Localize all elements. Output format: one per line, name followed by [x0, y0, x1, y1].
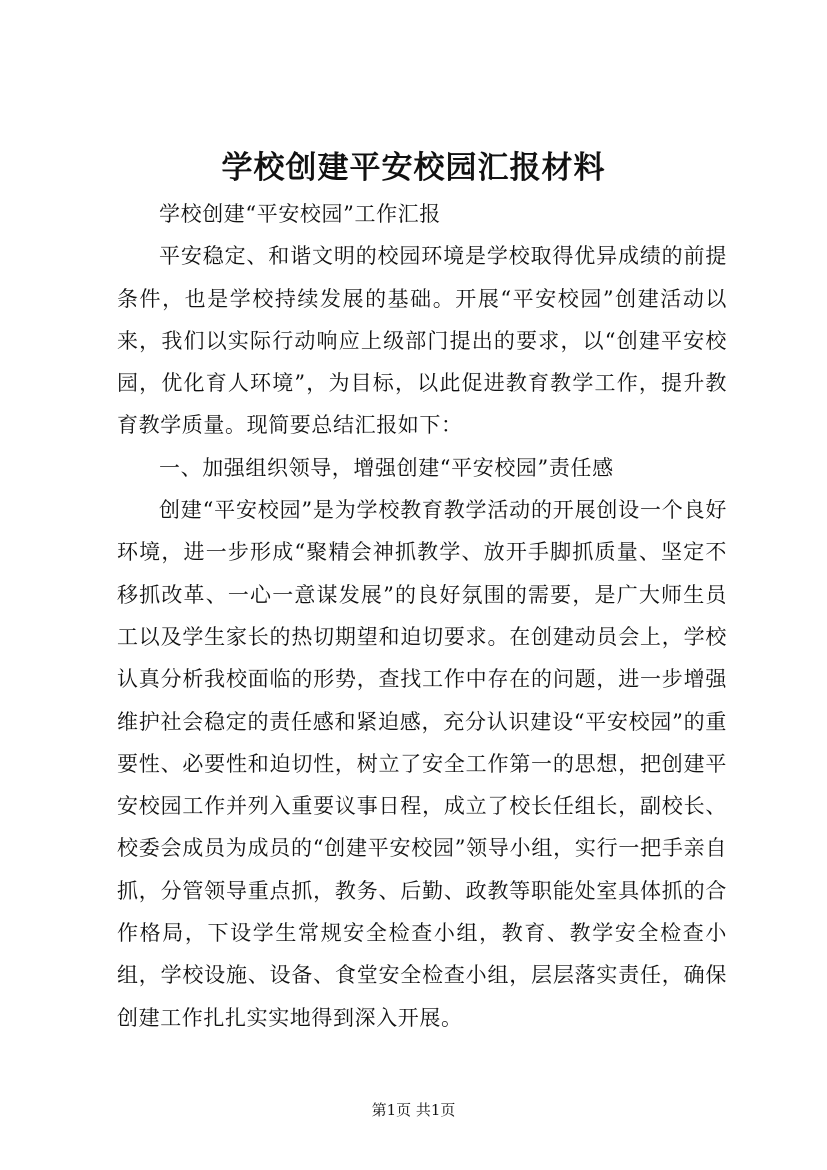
- intro-paragraph: 平安稳定、和谐文明的校园环境是学校取得优异成绩的前提条件，也是学校持续发展的基础。开展“平安校园”创建活动以来，我们以实际行动响应上级部门提出的要求，以“创建平安校园，优化育人环境”，为目标，以此促进教育教学工作，提升教育教学质量。现简要总结汇报如下：: [117, 244, 727, 438]
- section-1-paragraph: 创建“平安校园”是为学校教育教学活动的开展创设一个良好环境，进一步形成“聚精会神抓教学、放开手脚抓质量、坚定不移抓改革、一心一意谋发展”的良好氛围的需要，是广大师生员工以及学生家长的热切期望和迫切要求。在创建动员会上，学校认真分析我校面临的形势，查找工作中存在的问题，进一步增强维护社会稳定的责任感和紧迫感，充分认识建设“平安校园”的重要性、必要性和迫切性，树立了安全工作第一的思想，把创建平安校园工作并列入重要议事日程，成立了校长任组长，副校长、校委会成员为成员的“创建平安校园”领导小组，实行一把手亲自抓，分管领导重点抓，教务、后勤、政教等职能处室具体抓的合作格局，下设学生常规安全检查小组，教育、教学安全检查小组，学校设施、设备、食堂安全检查小组，层层落实责任，确保创建工作扎扎实实地得到深入开展。: [117, 498, 727, 1030]
- document-body: [117, 193, 727, 1039]
- report-subtitle: 学校创建“平安校园”工作汇报: [159, 202, 441, 226]
- document-title: 学校创建平安校园汇报材料: [221, 150, 606, 186]
- page-number: 第1页 共1页: [371, 1101, 456, 1119]
- section-heading-1: 一、加强组织领导，增强创建“平安校园”责任感: [159, 455, 614, 480]
